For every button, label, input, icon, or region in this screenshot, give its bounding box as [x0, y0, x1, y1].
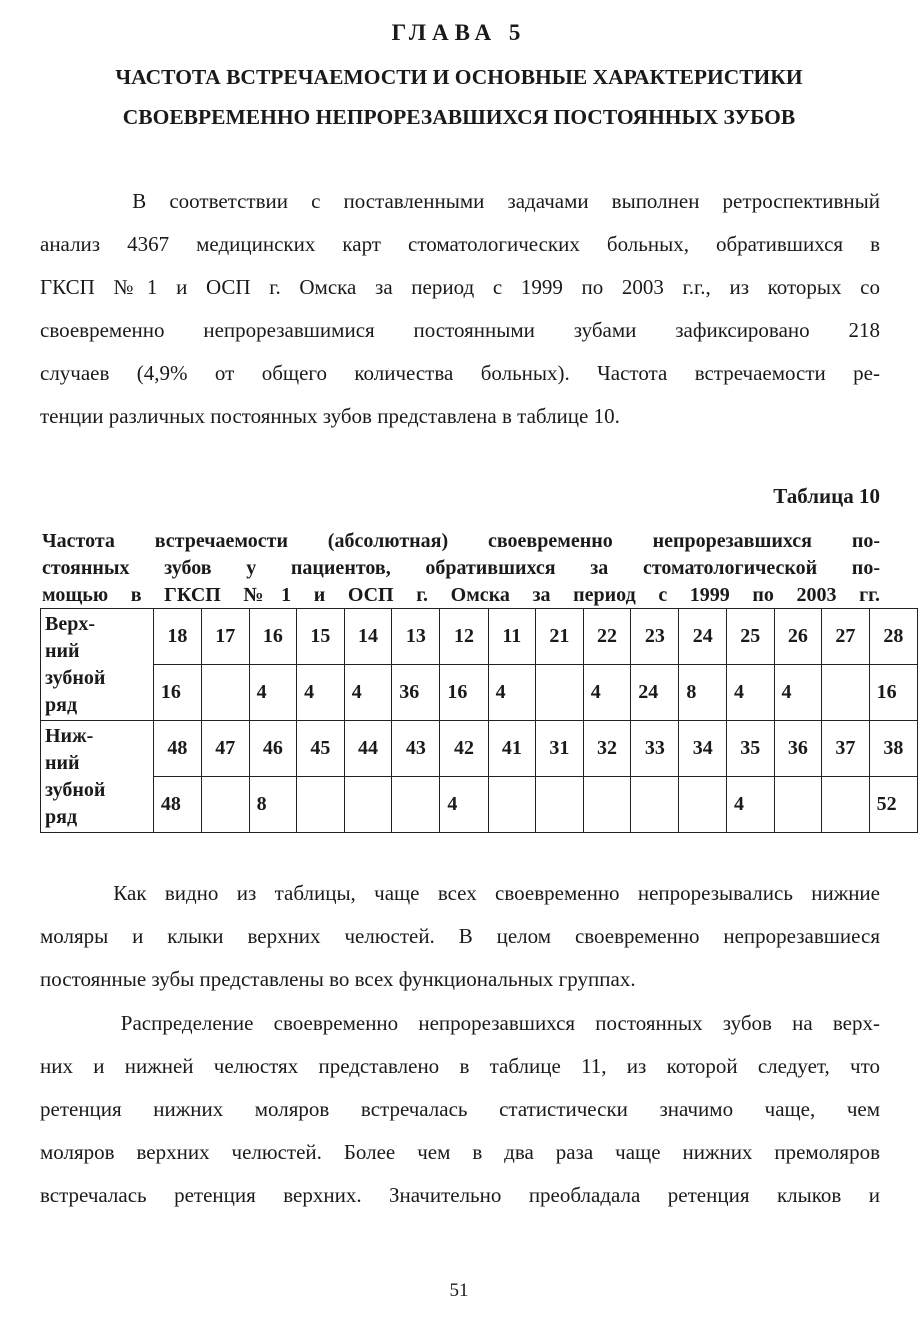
tooth-number: 15	[297, 609, 345, 665]
tooth-count: 4	[440, 777, 488, 833]
tooth-count	[583, 777, 631, 833]
tooth-number: 38	[869, 721, 917, 777]
tooth-number: 14	[344, 609, 392, 665]
para1-line: В соответствии с поставленными задачами выполнен ретроспективный	[40, 189, 880, 213]
tooth-number: 26	[774, 609, 822, 665]
tooth-count	[392, 777, 440, 833]
tooth-count	[536, 777, 584, 833]
chapter-heading-line-1: ЧАСТОТА ВСТРЕЧАЕМОСТИ И ОСНОВНЫЕ ХАРАКТЕРИСТИКИ	[115, 65, 803, 89]
tooth-count: 4	[583, 665, 631, 721]
tooth-count: 8	[249, 777, 297, 833]
teeth-frequency-table	[40, 608, 918, 833]
para2-line: постоянные зубы представлены во всех функциональных группах.	[40, 967, 636, 991]
tooth-count	[679, 777, 727, 833]
para2-line: Как видно из таблицы, чаще всех своевременно непрорезывались нижние	[40, 881, 880, 905]
tooth-count: 4	[344, 665, 392, 721]
para3-line: встречалась ретенция верхних. Значительно преобладала ретенция клыков и	[40, 1183, 880, 1207]
tooth-count: 52	[869, 777, 917, 833]
upper-row-label	[41, 609, 154, 721]
lower-counts-row	[41, 777, 918, 833]
para3-line: ретенция нижних моляров встречалась статистически значимо чаще, чем	[40, 1097, 880, 1121]
tooth-count: 16	[440, 665, 488, 721]
chapter-title: ГЛАВА 5	[391, 20, 527, 45]
lower-row-label	[41, 721, 154, 833]
tooth-count	[297, 777, 345, 833]
tooth-number: 41	[488, 721, 536, 777]
para1-line: случаев (4,9% от общего количества больных). Частота встречаемости ре-	[40, 361, 880, 385]
tooth-count	[774, 777, 822, 833]
tooth-number: 17	[202, 609, 250, 665]
tooth-number: 28	[869, 609, 917, 665]
tooth-number: 13	[392, 609, 440, 665]
tooth-count	[536, 665, 584, 721]
upper-label-line: ряд	[45, 694, 78, 716]
tooth-count: 16	[869, 665, 917, 721]
para3-line: Распределение своевременно непрорезавшихся постоянных зубов на верх-	[40, 1011, 880, 1035]
upper-label-line: ний	[45, 640, 80, 662]
tooth-number: 31	[536, 721, 584, 777]
tooth-number: 43	[392, 721, 440, 777]
table-caption-line: Частота встречаемости (абсолютная) своевременно непрорезавшихся по-	[42, 530, 880, 552]
tooth-number: 36	[774, 721, 822, 777]
tooth-number: 42	[440, 721, 488, 777]
upper-counts-row	[41, 665, 918, 721]
lower-label-line: Ниж-	[45, 725, 94, 747]
tooth-count	[202, 665, 250, 721]
tooth-count: 4	[249, 665, 297, 721]
para1-line: тенции различных постоянных зубов представлена в таблице 10.	[40, 404, 620, 428]
lower-teeth-row	[41, 721, 918, 777]
tooth-count	[822, 665, 870, 721]
chapter-heading-line-2: СВОЕВРЕМЕННО НЕПРОРЕЗАВШИХСЯ ПОСТОЯННЫХ ЗУБОВ	[122, 105, 796, 129]
tooth-count	[488, 777, 536, 833]
lower-label-line: зубной	[45, 779, 106, 801]
para1-line: ГКСП №1 и ОСП г. Омска за период с 1999 по 2003 г.г., из которых со	[40, 275, 880, 299]
tooth-count: 16	[153, 665, 201, 721]
upper-label-line: Верх-	[45, 613, 95, 635]
tooth-number: 21	[536, 609, 584, 665]
tooth-number: 24	[679, 609, 727, 665]
tooth-number: 45	[297, 721, 345, 777]
tooth-count: 4	[774, 665, 822, 721]
tooth-number: 46	[249, 721, 297, 777]
para3-line: них и нижней челюстях представлено в таблице 11, из которой следует, что	[40, 1054, 880, 1078]
tooth-number: 11	[488, 609, 536, 665]
tooth-count: 48	[153, 777, 201, 833]
tooth-count: 4	[488, 665, 536, 721]
para2-line: моляры и клыки верхних челюстей. В целом своевременно непрорезавшиеся	[40, 924, 880, 948]
lower-label-line: ряд	[45, 806, 78, 828]
tooth-number: 22	[583, 609, 631, 665]
tooth-number: 35	[726, 721, 774, 777]
tooth-count	[822, 777, 870, 833]
tooth-number: 33	[631, 721, 679, 777]
tooth-count: 4	[297, 665, 345, 721]
table-caption-line: стоянных зубов у пациентов, обратившихся за стоматологической по-	[42, 557, 880, 579]
tooth-count	[344, 777, 392, 833]
tooth-number: 32	[583, 721, 631, 777]
tooth-count: 4	[726, 665, 774, 721]
tooth-count: 4	[726, 777, 774, 833]
upper-label-line: зубной	[45, 667, 106, 689]
tooth-number: 44	[344, 721, 392, 777]
tooth-number: 37	[822, 721, 870, 777]
upper-teeth-row	[41, 609, 918, 665]
tooth-number: 48	[153, 721, 201, 777]
page-number: 51	[449, 1280, 469, 1301]
tooth-count	[631, 777, 679, 833]
tooth-count: 36	[392, 665, 440, 721]
tooth-number: 47	[202, 721, 250, 777]
para3-line: моляров верхних челюстей. Более чем в два раза чаще нижних премоляров	[40, 1140, 880, 1164]
tooth-number: 34	[679, 721, 727, 777]
table-label: Таблица 10	[773, 484, 880, 508]
table-caption-line: мощью в ГКСП №1 и ОСП г. Омска за период с 1999 по 2003 гг.	[42, 584, 880, 606]
tooth-count: 8	[679, 665, 727, 721]
tooth-number: 18	[153, 609, 201, 665]
tooth-number: 27	[822, 609, 870, 665]
para1-line: своевременно непрорезавшимися постоянными зубами зафиксировано 218	[40, 318, 880, 342]
tooth-number: 25	[726, 609, 774, 665]
tooth-number: 16	[249, 609, 297, 665]
lower-label-line: ний	[45, 752, 80, 774]
tooth-count: 24	[631, 665, 679, 721]
tooth-count	[202, 777, 250, 833]
tooth-number: 12	[440, 609, 488, 665]
para1-line: анализ 4367 медицинских карт стоматологических больных, обратившихся в	[40, 232, 880, 256]
tooth-number: 23	[631, 609, 679, 665]
